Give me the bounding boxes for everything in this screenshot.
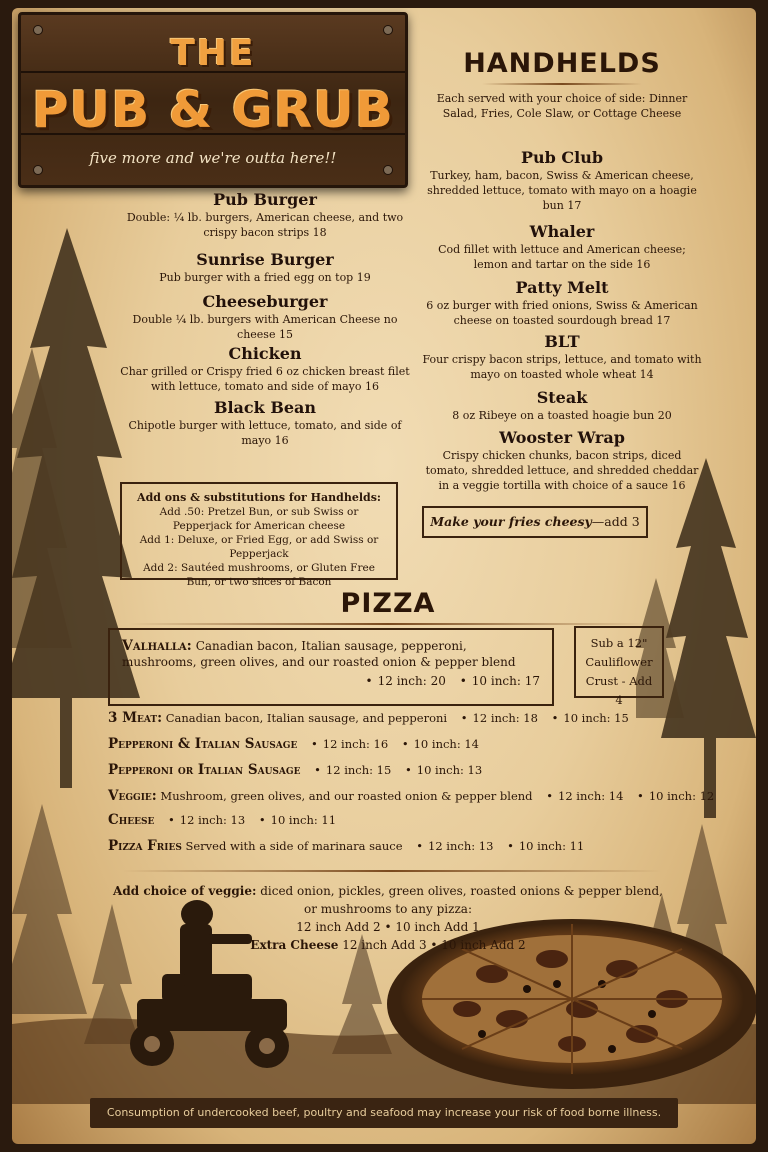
handheld-item [422,148,702,213]
pizza-name: 3 Meat: [108,710,163,726]
pizza-item [108,812,708,828]
item-name: Sunrise Burger [196,250,334,269]
pub-grub-sign [18,12,408,188]
item-name: Pub Club [520,148,604,167]
item-name: Patty Melt [515,278,609,297]
pizza-name: Pizza Fries [108,838,182,854]
valhalla-prices [122,674,540,688]
item-desc: Chipotle burger with lettuce, tomato, and side of mayo 16 [128,419,402,447]
cheesy-fries-label: Make your fries cheesy [430,514,592,529]
valhalla-box [108,628,554,706]
item-name: Pub Burger [213,190,317,209]
handheld-item [422,332,702,382]
item-desc: Double ¼ lb. burgers with American Cheese no cheese 15 [132,313,398,341]
divider [482,83,642,85]
price-12-inch: • 12 inch: 13 [168,813,245,827]
item-name: Chicken [228,344,302,363]
cheesy-fries-price: —add 3 [591,514,640,529]
valhalla-name: Valhalla: [122,638,192,654]
burger-item [120,250,410,285]
item-name: BLT [544,332,580,351]
restaurant-name: PUB & GRUB [31,81,395,139]
item-desc: Char grilled or Crispy fried 6 oz chicken breast filet with lettuce, tomato and side of mayo 16 [120,365,410,393]
handheld-item [422,278,702,328]
valhalla-line [122,638,540,670]
item-name: Cheeseburger [202,292,328,311]
addons-title: Add ons & substitutions for Handhelds: [137,491,381,504]
pizza-addons-note [108,882,668,954]
cauliflower-crust-text: Sub a 12" Cauliflower Crust - Add 4 [585,636,653,707]
item-desc: Four crispy bacon strips, lettuce, and tomato with mayo on toasted whole wheat 14 [422,353,702,381]
pizza-item [108,788,715,804]
item-desc: 8 oz Ribeye on a toasted hoagie bun 20 [452,409,672,422]
tagline: five more and we're outta here!! [89,149,337,167]
item-desc: Cod fillet with lettuce and American cheese; lemon and tartar on the side 16 [438,243,686,271]
burger-item [120,398,410,448]
item-name: Steak [536,388,588,407]
pizza-desc: Canadian bacon, Italian sausage, and pepperoni [165,711,448,725]
addons-line: Add 2: Sautéed mushrooms, or Gluten Free Bun, or two slices of Bacon [143,562,375,588]
item-desc: 6 oz burger with fried onions, Swiss & American cheese on toasted sourdough bread 17 [426,299,698,327]
price-10-inch: • 10 inch: 13 [405,763,482,777]
item-desc: Pub burger with a fried egg on top 19 [159,271,371,284]
pizza-item [108,838,708,854]
pizza-name: Pepperoni or Italian Sausage [108,762,301,778]
extra-cheese-prices: 12 inch Add 3 • 10 inch Add 2 [342,938,526,952]
pizza-item [108,762,708,778]
item-name: Black Bean [213,398,317,417]
addons-box [120,482,398,588]
valhalla-desc: Canadian bacon, Italian sausage, pepperoni, mushrooms, green olives, and our roasted onion & pepper blend [122,639,516,669]
price-12-inch: • 12 inch: 20 [366,674,446,688]
item-name: Whaler [529,222,595,241]
extra-cheese-lead: Extra Cheese [250,938,339,952]
handheld-item [422,222,702,272]
handheld-item [422,388,702,423]
price-12-inch: • 12 inch: 16 [311,737,388,751]
menu-page [12,8,756,1144]
pizza-name: Pepperoni & Italian Sausage [108,736,298,752]
addons-line: Add 1: Deluxe, or Fried Egg, or add Swiss or Pepperjack [139,534,379,560]
item-name: Wooster Wrap [499,428,625,447]
section-title-handhelds: HANDHELDS [463,48,661,79]
veggie-addon-line [108,882,668,918]
price-12-inch: • 12 inch: 14 [546,789,623,803]
burger-item [120,344,410,394]
pizza-name: Cheese [108,812,155,828]
price-10-inch: • 10 inch: 17 [460,674,540,688]
veggie-addon-prices: 12 inch Add 2 • 10 inch Add 1 [296,920,480,934]
price-10-inch: • 10 inch: 15 [552,711,629,725]
item-desc: Double: ¼ lb. burgers, American cheese, and two crispy bacon strips 18 [126,211,404,239]
divider [128,623,648,625]
side-choice-note: Each served with your choice of side: Dinner Salad, Fries, Cole Slaw, or Cottage Cheese [436,92,688,120]
section-title-pizza: PIZZA [340,588,436,619]
veggie-addon-lead: Add choice of veggie: [113,884,257,898]
price-12-inch: • 12 inch: 15 [314,763,391,777]
food-safety-disclaimer: Consumption of undercooked beef, poultry and seafood may increase your risk of food borne illness. [90,1098,678,1128]
pizza-desc: Mushroom, green olives, and our roasted onion & pepper blend [160,789,533,803]
veggie-addon-text: diced onion, pickles, green olives, roasted onions & pepper blend, or mushrooms to any pizza: [260,884,663,916]
price-10-inch: • 10 inch: 11 [259,813,336,827]
pizza-item [108,710,708,726]
price-12-inch: • 12 inch: 18 [461,711,538,725]
item-desc: Crispy chicken chunks, bacon strips, diced tomato, shredded lettuce, and shredded cheddar in a veggie tortilla with choice of a sauce 16 [425,449,699,492]
pizza-desc: Served with a side of marinara sauce [185,839,403,853]
burger-item [120,292,410,342]
price-10-inch: • 10 inch: 11 [507,839,584,853]
pizza-name: Veggie: [108,788,157,804]
pizza-header [108,588,668,629]
item-desc: Turkey, ham, bacon, Swiss & American cheese, shredded lettuce, tomato with mayo on a hoagie bun 17 [427,169,697,212]
cheesy-fries-box [422,506,648,538]
divider [122,870,662,872]
extra-cheese-line [108,936,668,954]
price-10-inch: • 10 inch: 12 [637,789,714,803]
handheld-item [422,428,702,493]
price-10-inch: • 10 inch: 14 [402,737,479,751]
handhelds-header [422,48,702,121]
price-12-inch: • 12 inch: 13 [416,839,493,853]
addons-line: Add .50: Pretzel Bun, or sub Swiss or Pepperjack for American cheese [159,506,359,532]
sign-the: THE [170,33,256,74]
pizza-item [108,736,708,752]
cauliflower-crust-box [574,626,664,707]
burger-item [120,190,410,240]
